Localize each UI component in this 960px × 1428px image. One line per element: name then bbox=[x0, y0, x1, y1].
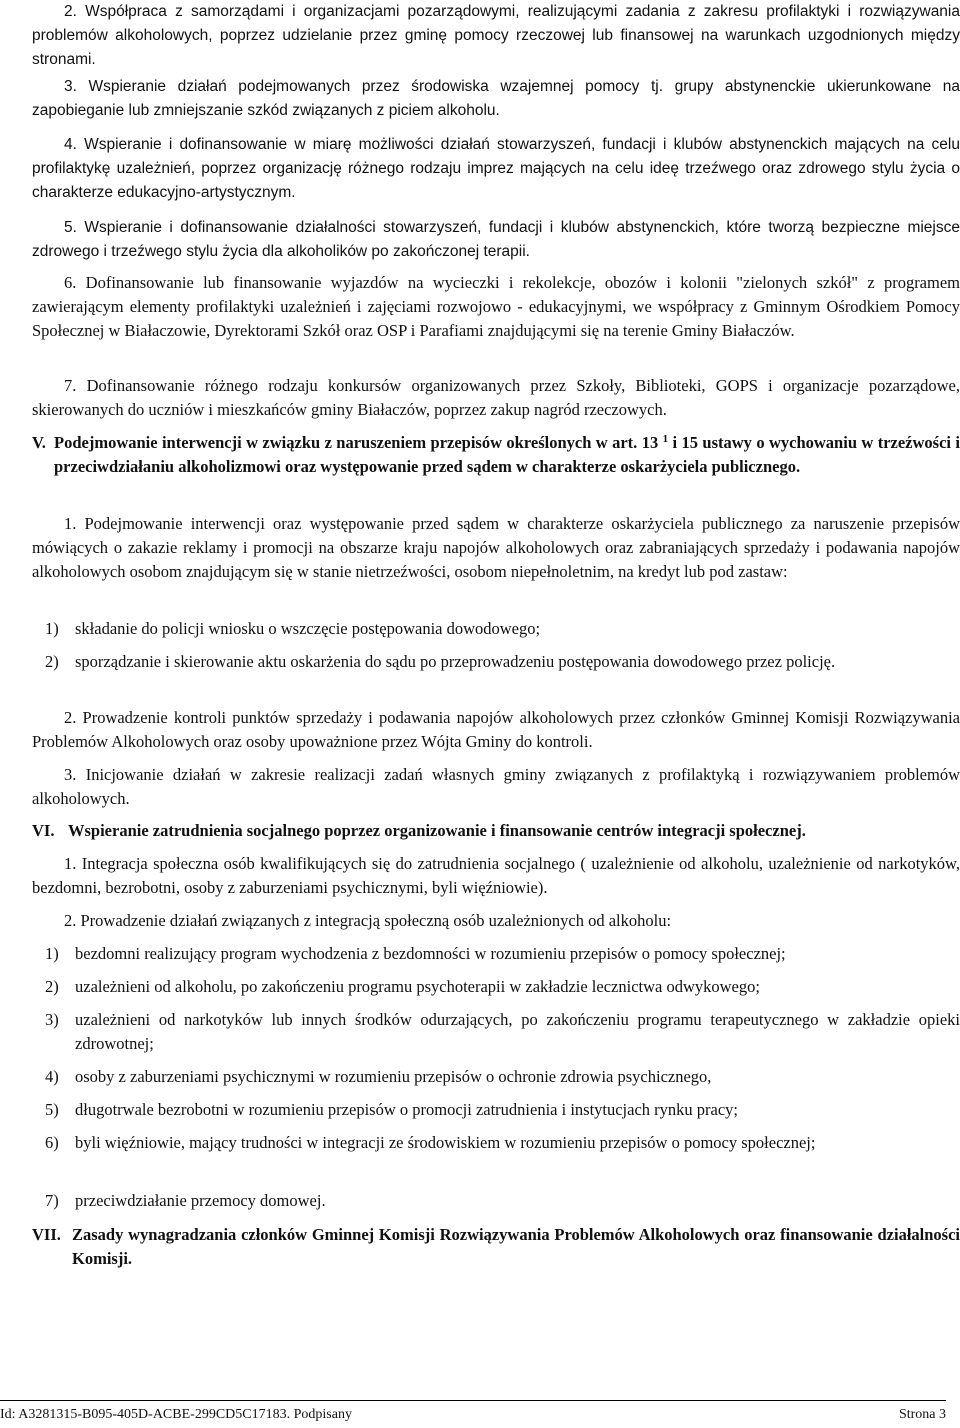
section-vi-item-4: 4) osoby z zaburzeniami psychicznymi w rozumieniu przepisów o ochronie zdrowia psychicznego, bbox=[45, 1067, 712, 1086]
document-id: Id: A3281315-B095-405D-ACBE-299CD5C17183. Podpisany bbox=[0, 1407, 352, 1422]
section-title: Zasady wynagradzania członków Gminnej Komisji Rozwiązywania Problemów Alkoholowych oraz finansowanie działalności Komisji. bbox=[72, 1225, 960, 1268]
section-vi-item-7: 7) przeciwdziałanie przemocy domowej. bbox=[45, 1191, 326, 1210]
section-v-paragraph-2: 2. Prowadzenie kontroli punktów sprzedaży i podawania napojów alkoholowych przez członków Gminnej Komisji Rozwiązywania Problemów Alkoholowych oraz osoby upoważnione przez Wójta Gminy do kontroli. bbox=[32, 708, 960, 751]
paragraph-5: 5. Wspieranie i dofinansowanie działalności stowarzyszeń, fundacji i klubów abstynenckich, które tworzą bezpieczne miejsce zdrowego i trzeźwego stylu życia dla alkoholików po zakończonej terapii. bbox=[32, 219, 960, 260]
section-v-item-1: 1) składanie do policji wniosku o wszczęcie postępowania dowodowego; bbox=[45, 619, 541, 638]
paragraph-3: 3. Wspieranie działań podejmowanych przez środowiska wzajemnej pomocy tj. grupy abstynenckie ukierunkowane na zapobieganie lub zmniejszanie szkód związanych z piciem alkoholu. bbox=[32, 78, 960, 119]
section-number: VII. bbox=[32, 1225, 61, 1244]
paragraph-6: 6. Dofinansowanie lub finansowanie wyjazdów na wycieczki i rekolekcje, obozów i kolonii "zielonych szkół" z programem zawierającym elementy profilaktyki uzależnień i zajęciami rozwojowo - edukacyjnymi, we współpracy z Gminnym Ośrodkiem Pomocy Społecznej w Białaczowie, Dyrektorami Szkół oraz OSP i Parafiami znajdującymi się na terenie Gminy Białaczów. bbox=[32, 273, 960, 340]
section-v-heading bbox=[32, 431, 960, 479]
section-vi-item-1: 1) bezdomni realizujący program wychodzenia z bezdomności w rozumieniu przepisów o pomocy społecznej; bbox=[45, 944, 786, 963]
section-vi-item-5: 5) długotrwale bezrobotni w rozumieniu przepisów o promocji zatrudnienia i instytucjach rynku pracy; bbox=[45, 1100, 739, 1119]
page-number: Strona 3 bbox=[898, 1407, 946, 1422]
section-v-paragraph-1: 1. Podejmowanie interwencji oraz występowanie przed sądem w charakterze oskarżyciela publicznego za naruszenie przepisów mówiących o zakazie reklamy i promocji na obszarze kraju napojów alkoholowych oraz zabraniających sprzedaży i podawania napojów alkoholowych osobom znajdującym się w stanie nietrzeźwości, osobom niepełnoletnim, na kredyt lub pod zastaw: bbox=[32, 514, 960, 581]
section-vi-paragraph-2: 2. Prowadzenie działań związanych z integracją społeczną osób uzależnionych od alkoholu: bbox=[64, 911, 672, 930]
section-vi-item-2: 2) uzależnieni od alkoholu, po zakończeniu programu psychoterapii w zakładzie lecznictwa odwykowego; bbox=[45, 977, 760, 996]
section-number: V. bbox=[32, 433, 46, 452]
paragraph-4: 4. Wspieranie i dofinansowanie w miarę możliwości działań stowarzyszeń, fundacji i klubów abstynenckich mających na celu profilaktykę uzależnień, poprzez organizację różnego rodzaju imprez mających na celu ideę trzeźwego oraz zdrowego stylu życia o charakterze edukacyjno-artystycznym. bbox=[32, 136, 960, 201]
section-title: Wspieranie zatrudnienia socjalnego poprzez organizowanie i finansowanie centrów integracji społecznej. bbox=[68, 821, 806, 840]
section-title: Podejmowanie interwencji w związku z naruszeniem przepisów określonych w art. 13 $^1$ i 15 ustawy o wychowaniu w trzeźwości i przeciwdziałaniu alkoholizmowi oraz występowanie przed sądem w charakterze oskarżyciela publicznego. bbox=[54, 433, 960, 476]
paragraph-2: 2. Współpraca z samorządami i organizacjami pozarządowymi, realizującymi zadania z zakresu profilaktyki i rozwiązywania problemów alkoholowych, poprzez udzielanie przez gminę pomocy rzeczowej lub finansowej na warunkach uzgodnionych między stronami. bbox=[32, 3, 960, 68]
section-v-item-2: 2) sporządzanie i skierowanie aktu oskarżenia do sądu po przeprowadzeniu postępowania dowodowego przez policję. bbox=[45, 652, 836, 671]
section-vi-paragraph-1: 1. Integracja społeczna osób kwalifikujących się do zatrudnienia socjalnego ( uzależnienie od alkoholu, uzależnienie od narkotyków, bezdomni, bezrobotni, osoby z zaburzeniami psychicznymi, byli więźniowie). bbox=[32, 854, 960, 897]
section-number: VI. bbox=[32, 821, 55, 840]
section-vi-item-3: 3) uzależnieni od narkotyków lub innych środków odurzających, po zakończeniu programu terapeutycznego w zakładzie opieki zdrowotnej; bbox=[45, 1010, 960, 1053]
section-vii-heading bbox=[32, 1223, 960, 1271]
section-vi-heading bbox=[32, 819, 960, 843]
footer-divider bbox=[0, 1400, 946, 1401]
paragraph-7: 7. Dofinansowanie różnego rodzaju konkursów organizowanych przez Szkoły, Biblioteki, GOPS i organizacje pozarządowe, skierowanych do uczniów i mieszkańców gminy Białaczów, poprzez zakup nagród rzeczowych. bbox=[32, 376, 960, 419]
section-vi-item-6: 6) byli więźniowie, mający trudności w integracji ze środowiskiem w rozumieniu przepisów o pomocy społecznej; bbox=[45, 1133, 816, 1152]
section-v-paragraph-3: 3. Inicjowanie działań w zakresie realizacji zadań własnych gminy związanych z profilaktyką i rozwiązywaniem problemów alkoholowych. bbox=[32, 765, 960, 808]
